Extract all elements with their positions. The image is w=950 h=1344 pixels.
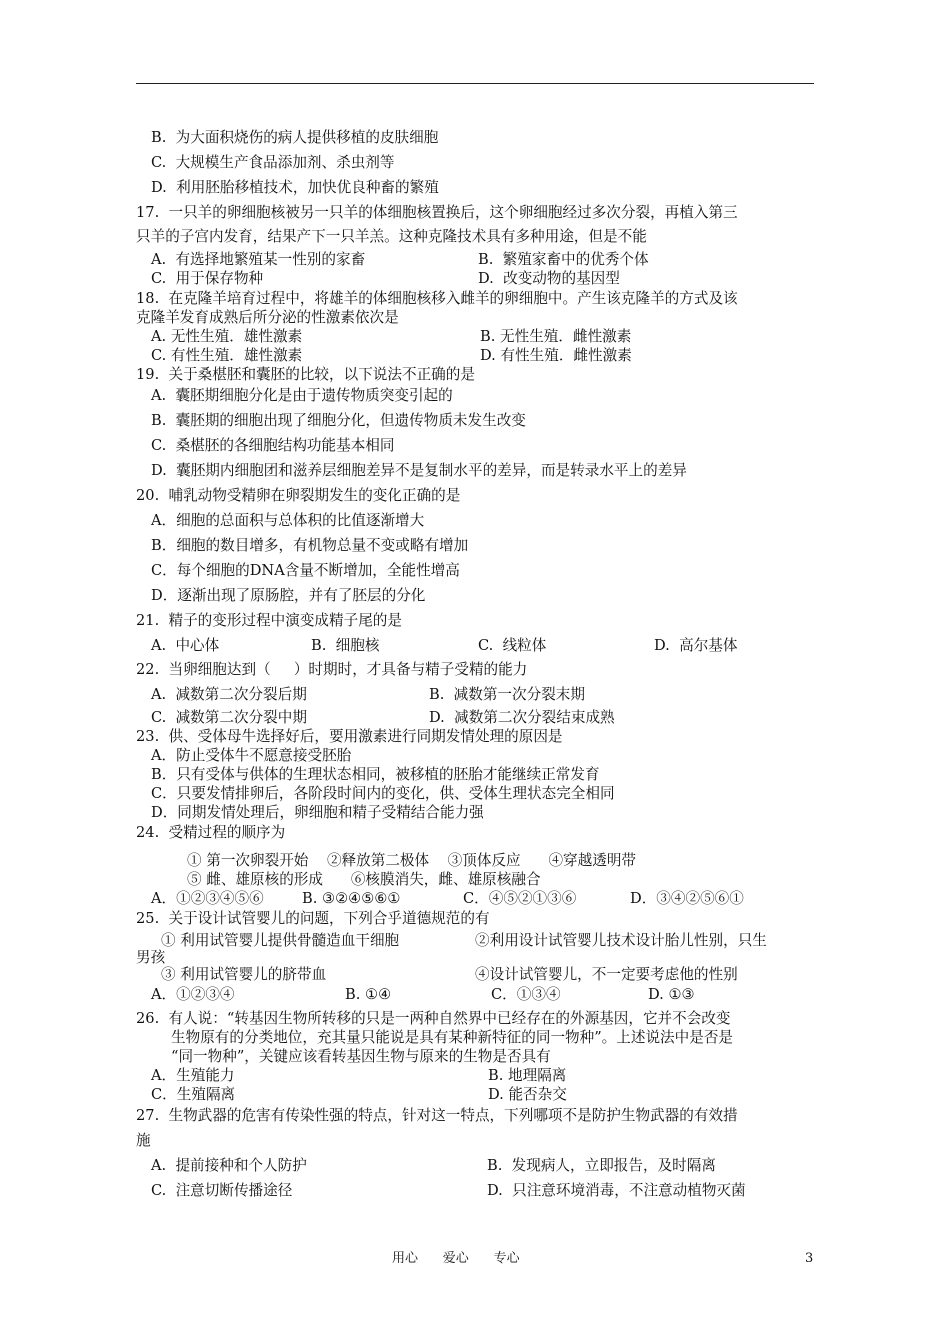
q27-stem-line2: 施 bbox=[136, 1132, 151, 1149]
q25-item-3: ③ 利用试管婴儿的脐带血 bbox=[161, 966, 327, 983]
q27-option-b: B. 发现病人，立即报告，及时隔离 bbox=[487, 1157, 716, 1174]
q25-option-c: C．①③④ bbox=[491, 986, 561, 1003]
q25-item-2-continued: 男孩 bbox=[136, 949, 166, 966]
q19-option-d: D. 囊胚期内细胞团和滋养层细胞差异不是复制水平的差异，而是转录水平上的差异 bbox=[151, 462, 687, 479]
q23-option-a: A．防止受体牛不愿意接受胚胎 bbox=[151, 747, 352, 764]
q23-stem: 23. 供、受体母牛选择好后，要用激素进行同期发情处理的原因是 bbox=[136, 728, 563, 745]
q17-option-a: A. 有选择地繁殖某一性别的家畜 bbox=[151, 251, 366, 268]
q18-stem-line2: 克隆羊发育成熟后所分泌的性激素依次是 bbox=[136, 309, 399, 326]
q24-stem: 24. 受精过程的顺序为 bbox=[136, 824, 286, 841]
q23-option-b: B．只有受体与供体的生理状态相同，被移植的胚胎才能继续正常发育 bbox=[151, 766, 600, 783]
footer-motto: 用心 爱心 专心 bbox=[392, 1251, 520, 1266]
q26-option-c: C．生殖隔离 bbox=[151, 1086, 236, 1103]
q27-option-d: D. 只注意环境消毒，不注意动植物灭菌 bbox=[487, 1182, 746, 1199]
q18-option-b: B. 无性生殖．雌性激素 bbox=[480, 328, 632, 345]
q19-option-c: C. 桑椹胚的各细胞结构功能基本相同 bbox=[151, 437, 395, 454]
q22-option-d: D. 减数第二次分裂结束成熟 bbox=[429, 709, 615, 726]
q25-option-d: D. ①③ bbox=[648, 986, 695, 1003]
q21-option-c: C. 线粒体 bbox=[478, 637, 547, 654]
q26-stem-line3: “同一物种”，关键应该看转基因生物与原来的生物是否具有 bbox=[171, 1048, 551, 1065]
q19-option-b: B. 囊胚期的细胞出现了细胞分化，但遗传物质未发生改变 bbox=[151, 412, 526, 429]
q21-option-b: B. 细胞核 bbox=[311, 637, 380, 654]
q19-stem: 19. 关于桑椹胚和囊胚的比较，以下说法不正确的是 bbox=[136, 366, 475, 383]
q23-option-c: C．只要发情排卵后，各阶段时间内的变化，供、受体生理状态完全相同 bbox=[151, 785, 615, 802]
q26-option-b: B. 地理隔离 bbox=[488, 1067, 567, 1084]
page-number: 3 bbox=[805, 1251, 814, 1266]
q17-option-b: B. 繁殖家畜中的优秀个体 bbox=[478, 251, 649, 268]
q20-option-c: C．每个细胞的DNA含量不断增加，全能性增高 bbox=[151, 562, 460, 579]
q18-option-d: D. 有性生殖．雌性激素 bbox=[480, 347, 632, 364]
q25-item-4: ④设计试管婴儿，不一定要考虑他的性别 bbox=[475, 966, 738, 983]
q24-option-c: C．④⑤②①③⑥ bbox=[463, 890, 577, 907]
q27-option-a: A. 提前接种和个人防护 bbox=[151, 1157, 307, 1174]
q25-stem: 25. 关于设计试管婴儿的问题，下列合乎道德规范的有 bbox=[136, 910, 490, 927]
q20-stem: 20. 哺乳动物受精卵在卵裂期发生的变化正确的是 bbox=[136, 487, 461, 504]
q18-option-c: C. 有性生殖．雄性激素 bbox=[151, 347, 303, 364]
q16-option-b: B. 为大面积烧伤的病人提供移植的皮肤细胞 bbox=[151, 129, 439, 146]
q24-option-d: D．③④②⑤⑥① bbox=[630, 890, 744, 907]
q26-option-a: A．生殖能力 bbox=[151, 1067, 235, 1084]
q27-stem-line1: 27. 生物武器的危害有传染性强的特点，针对这一特点，下列哪项不是防护生物武器的有效措 bbox=[136, 1107, 738, 1124]
q27-option-c: C. 注意切断传播途径 bbox=[151, 1182, 293, 1199]
q20-option-d: D．逐渐出现了原肠腔，并有了胚层的分化 bbox=[151, 587, 426, 604]
q24-option-b: B. ③②④⑤⑥① bbox=[302, 890, 401, 907]
header-rule bbox=[136, 83, 814, 84]
q21-stem: 21. 精子的变形过程中演变成精子尾的是 bbox=[136, 612, 402, 629]
q26-stem-line2: 生物原有的分类地位，充其量只能说是具有某种新特征的同一物种”。上述说法中是否是 bbox=[171, 1029, 734, 1046]
q20-option-b: B．细胞的数目增多，有机物总量不变或略有增加 bbox=[151, 537, 469, 554]
q16-option-c: C. 大规模生产食品添加剂、杀虫剂等 bbox=[151, 154, 395, 171]
q18-stem-line1: 18. 在克隆羊培育过程中，将雄羊的体细胞核移入雌羊的卵细胞中。产生该克隆羊的方式及该 bbox=[136, 290, 738, 307]
q21-option-d: D. 高尔基体 bbox=[654, 637, 738, 654]
q25-option-b: B. ①④ bbox=[345, 986, 392, 1003]
q22-option-a: A. 减数第二次分裂后期 bbox=[151, 686, 307, 703]
q24-option-a: A．①②③④⑤⑥ bbox=[151, 890, 264, 907]
q22-option-c: C. 减数第二次分裂中期 bbox=[151, 709, 307, 726]
q17-option-d: D. 改变动物的基因型 bbox=[478, 270, 620, 287]
q25-item-2: ②利用设计试管婴儿技术设计胎儿性别，只生 bbox=[475, 932, 767, 949]
q22-option-b: B. 减数第一次分裂末期 bbox=[429, 686, 585, 703]
q22-stem: 22. 当卵细胞达到（ ）时期时，才具备与精子受精的能力 bbox=[136, 661, 528, 678]
q17-option-c: C. 用于保存物种 bbox=[151, 270, 264, 287]
q23-option-d: D．同期发情处理后，卵细胞和精子受精结合能力强 bbox=[151, 804, 484, 821]
q17-stem-line2: 只羊的子宫内发育，结果产下一只羊羔。这种克隆技术具有多种用途，但是不能 bbox=[136, 228, 647, 245]
q25-option-a: A．①②③④ bbox=[151, 986, 235, 1003]
q21-option-a: A. 中心体 bbox=[151, 637, 220, 654]
q26-option-d: D. 能否杂交 bbox=[488, 1086, 567, 1103]
q25-item-1: ① 利用试管婴儿提供骨髓造血干细胞 bbox=[161, 932, 400, 949]
q17-stem-line1: 17. 一只羊的卵细胞核被另一只羊的体细胞核置换后，这个卵细胞经过多次分裂，再植入第三 bbox=[136, 204, 738, 221]
q24-items-line1: ① 第一次卵裂开始 ②释放第二极体 ③顶体反应 ④穿越透明带 bbox=[187, 852, 637, 869]
q18-option-a: A. 无性生殖．雄性激素 bbox=[151, 328, 303, 345]
q20-option-a: A．细胞的总面积与总体积的比值逐渐增大 bbox=[151, 512, 425, 529]
q24-items-line2: ⑤ 雌、雄原核的形成 ⑥核膜消失，雌、雄原核融合 bbox=[187, 871, 541, 888]
q16-option-d: D. 利用胚胎移植技术，加快优良种畜的繁殖 bbox=[151, 179, 439, 196]
q26-stem-line1: 26. 有人说：“转基因生物所转移的只是一两种自然界中已经存在的外源基因，它并不会改变 bbox=[136, 1010, 731, 1027]
q19-option-a: A. 囊胚期细胞分化是由于遗传物质突变引起的 bbox=[151, 387, 453, 404]
